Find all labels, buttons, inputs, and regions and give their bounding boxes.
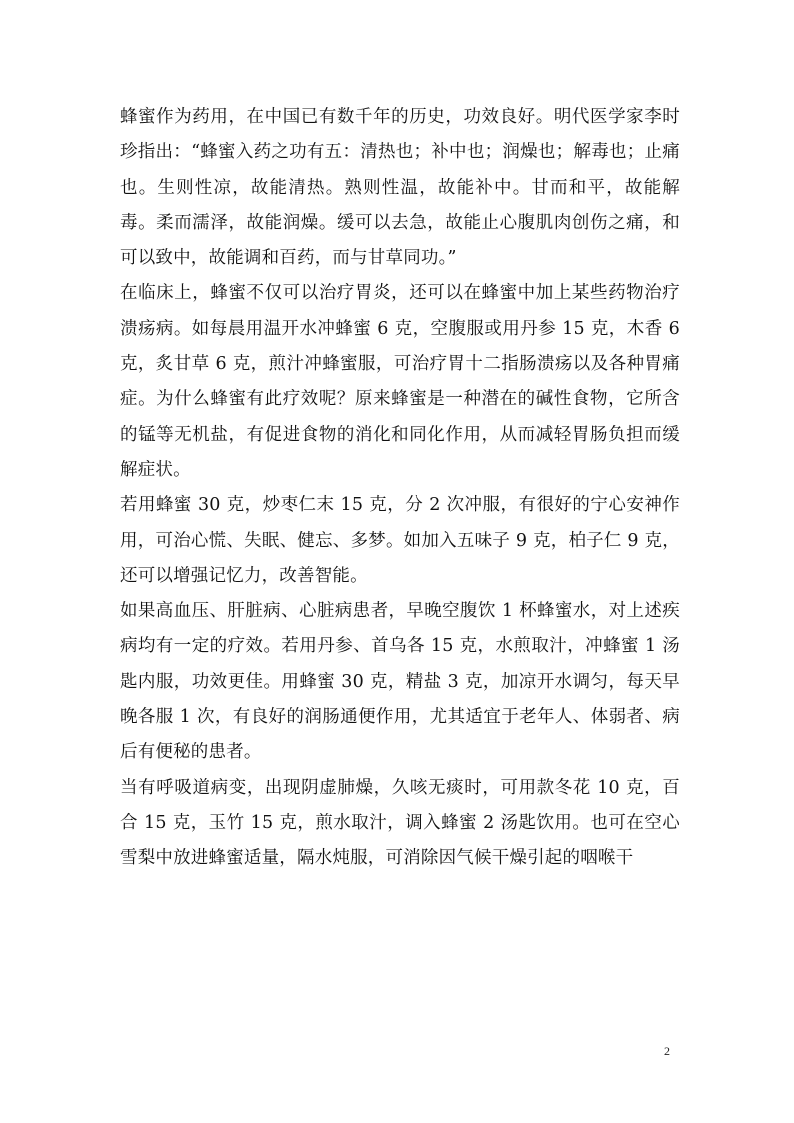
paragraph-calming-effect: 若用蜂蜜 30 克，炒枣仁末 15 克，分 2 次冲服，有很好的宁心安神作用，可治心慌、失眠、健忘、多梦。如加入五味子 9 克，柏子仁 9 克，还可以增强记忆力，改善智能。	[120, 495, 680, 586]
paragraph-respiratory: 当有呼吸道病变，出现阴虚肺燥，久咳无痰时，可用款冬花 10 克，百合 15 克，玉竹 15 克，煎水取汁，调入蜂蜜 2 汤匙饮用。也可在空心雪梨中放进蜂蜜适量，隔水炖服，可消除因气候干燥引起的咽喉干	[120, 777, 680, 869]
paragraph-honey-history: 蜂蜜作为药用，在中国已有数千年的历史，功效良好。明代医学家李时珍指出：“蜂蜜入药之功有五：清热也；补中也；润燥也；解毒也；止痛也。生则性凉，故能清热。熟则性温，故能补中。甘而和平，故能解毒。柔而濡泽，故能润燥。缓可以去急，故能止心腹肌肉创伤之痛，和可以致中，故能调和百药，而与甘草同功。”	[120, 107, 680, 269]
paragraph-hypertension: 如果高血压、肝脏病、心脏病患者，早晚空腹饮 1 杯蜂蜜水，对上述疾病均有一定的疗效。若用丹参、首乌各 15 克，水煎取汁，冲蜂蜜 1 汤匙内服，功效更佳。用蜂蜜 30 克，精盐 3 克，加凉开水调匀，每天早晚各服 1 次，有良好的润肠通便作用，尤其适宜于老年人、体弱者、病后有便秘的患者。	[120, 601, 680, 763]
paragraph-ulcer-treatment: 在临床上，蜂蜜不仅可以治疗胃炎，还可以在蜂蜜中加上某些药物治疗溃疡病。如每晨用温开水冲蜂蜜 6 克，空腹服或用丹参 15 克，木香 6 克，炙甘草 6 克，煎汁冲蜂蜜服，可治疗胃十二指肠溃疡以及各种胃痛症。为什么蜂蜜有此疗效呢？原来蜂蜜是一种潜在的碱性食物，它所含的锰等无机盐，有促进食物的消化和同化作用，从而减轻胃肠负担而缓解症状。	[120, 283, 680, 480]
body-text	[120, 100, 680, 877]
page-number: 2	[664, 1044, 670, 1058]
